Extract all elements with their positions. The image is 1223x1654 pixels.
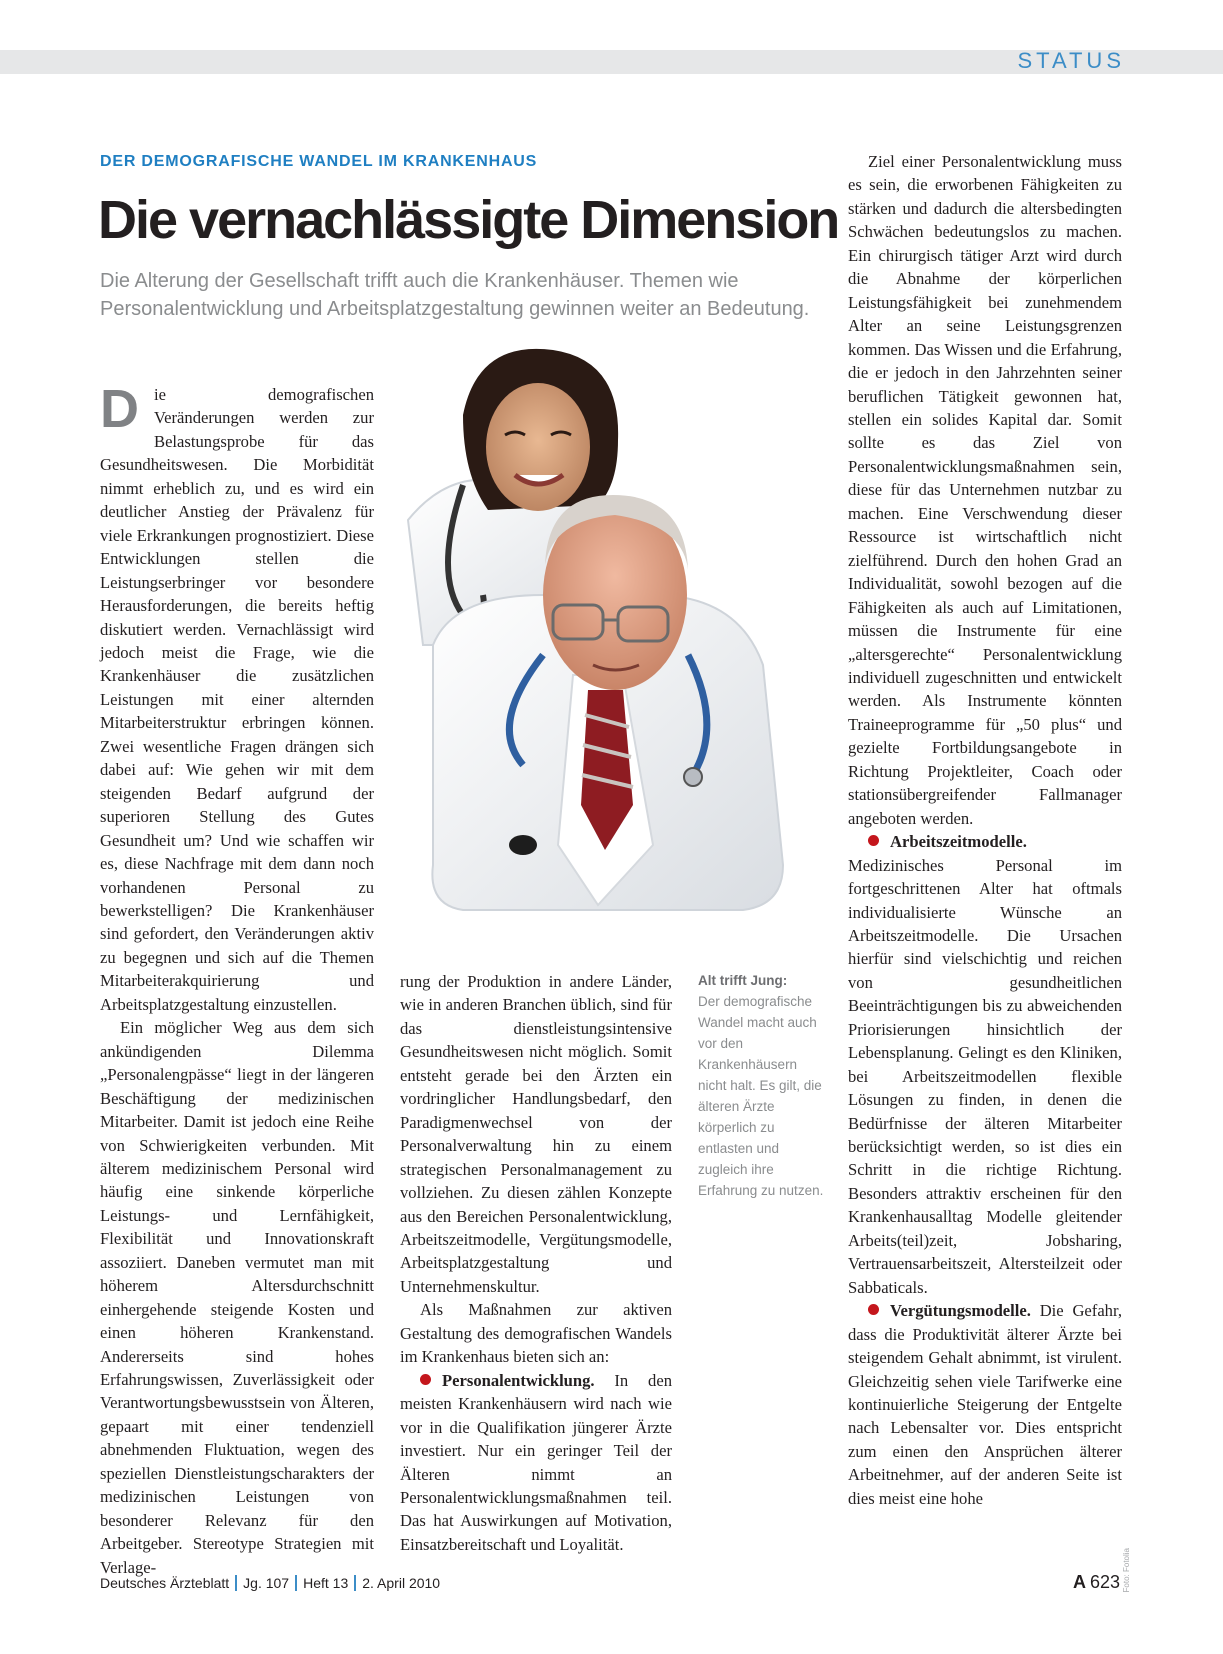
- bullet-arbeitszeitmodelle: Arbeitszeitmodelle. Medizinisches Personal im fortgeschrittenen Alter hat oftmals individualisierte Wünsche an Arbeitszeitmodelle. Die Ursachen hierfür sind vielschichtig und reichen von gesundheitlichen Beeinträchtigungen bis zu abweichenden Priorisierungen hinsichtlich der Lebensplanung. Gelingt es den Kliniken, bei Arbeitszeitmodellen flexible Lösungen zu finden, in denen die Bedürfnisse der älteren Mitarbeiter berücksichtigt werden, so ist dies ein Schritt in die richtige Richtung. Besonders attraktiv erscheinen für den Krankenhausalltag Modelle gleitender Arbeits(teil)zeit, Jobsharing, Vertrauensarbeitszeit, Altersteilzeit oder Sabbaticals.: [848, 832, 1122, 1297]
- footer-separator: [235, 1575, 237, 1591]
- issue: Heft 13: [303, 1575, 349, 1591]
- article-kicker: DER DEMOGRAFISCHE WANDEL IM KRANKENHAUS: [100, 153, 538, 170]
- photo-caption: [698, 970, 828, 1201]
- column2-paragraph2: Als Maßnahmen zur aktiven Gestaltung des demografischen Wandels im Krankenhaus bieten sich an:: [400, 1300, 672, 1367]
- caption-text: Der demografische Wandel macht auch vor den Krankenhäusern nicht halt. Es gilt, die älteren Ärzte körperlich zu entlasten und zugleich ihre Erfahrung zu nutzen.: [698, 994, 824, 1198]
- page-footer: [100, 1575, 440, 1591]
- doctors-photo: [393, 345, 811, 935]
- bullet-icon: [868, 1304, 879, 1315]
- bullet-icon: [420, 1374, 431, 1385]
- volume: Jg. 107: [243, 1575, 290, 1591]
- column2-paragraph1: rung der Produktion in andere Länder, wie in anderen Branchen üblich, sind für das dienstleistungsintensive Gesundheitswesen nicht möglich. Somit entsteht gerade bei den Ärzten ein vordringlicher Handlungsbedarf, den Paradigmenwechsel von der Personalverwaltung hin zu einem strategischen Personalmanagement zu vollziehen. Zu diesen zählen Konzepte aus den Bereichen Personalentwicklung, Arbeitszeitmodelle, Vergütungsmodelle, Arbeitsplatzgestaltung und Unternehmenskultur.: [400, 972, 672, 1296]
- footer-separator: [354, 1575, 356, 1591]
- woman-face: [486, 383, 590, 511]
- drop-cap: D: [100, 379, 139, 439]
- page-number: A 623: [1072, 1572, 1120, 1592]
- column1-paragraph1: ie demografischen Veränderungen werden zur Belastungsprobe für das Gesundheitswesen. Die Morbidität nimmt erheblich zu, und es wird ein deutlicher Anstieg der Prävalenz für viele Erkrankungen prognostiziert. Diese Entwicklungen stellen die Leistungserbringer vor besondere Herausforderungen, die bereits heftig diskutiert werden. Vernachlässigt wird jedoch meist die Frage, wie die Krankenhäuser die zusätzlichen Leistungen mit einer alternden Mitarbeiterstruktur erbringen können. Zwei wesentliche Fragen drängen sich dabei auf: Wie gehen wir mit dem steigenden Bedarf aufgrund der superioren Stellung des Gutes Gesundheit um? Und wie schaffen wir es, diese Nachfrage mit dem dann noch vorhandenen Personal zu bewerkstelligen? Die Krankenhäuser sind gefordert, den Veränderungen aktiv zu begegnen und sich auf die Themen Mitarbeiterakquirierung und Arbeitsplatzgestaltung einzustellen.: [100, 385, 374, 1014]
- bullet-icon: [868, 835, 879, 846]
- article-column-2: [400, 970, 672, 1556]
- column1-paragraph2: Ein möglicher Weg aus dem sich ankündigenden Dilemma „Personalengpässe“ liegt in der längeren Beschäftigung der medizinischen Mitarbeiter. Damit ist jedoch eine Reihe von Schwierigkeiten verbunden. Mit älterem medizinischem Personal wird häufig eine sinkende körperliche Leistungs- und Lernfähigkeit, Flexibilität und Innovationskraft assoziiert. Daneben vermutet man mit höherem Altersdurchschnitt einhergehende steigende Kosten und einen höheren Krankenstand. Andererseits sind hohes Erfahrungswissen, Zuverlässigkeit oder Verantwortungsbewusstsein von Älteren, gepaart mit einer tendenziell abnehmenden Fluktuation, wegen des speziellen Dienstleistungscharakters der medizinischen Leistungen von besonderer Relevanz für den Arbeitgeber. Stereotype Strategien mit Verlage-: [100, 1018, 374, 1577]
- bullet-verguetungsmodelle: Vergütungsmodelle. Die Gefahr, dass die Produktivität älterer Ärzte bei steigendem Gehalt abnimmt, ist virulent. Gleichzeitig sehen viele Tarifwerke eine kontinuierliche Steigerung der Entgelte nach Lebensalter vor. Dies entspricht zum einen den Ansprüchen älterer Arbeitnehmer, auf der anderen Seite ist dies meist eine hohe: [848, 1301, 1122, 1508]
- bullet-personalentwicklung: Personalentwicklung. In den meisten Krankenhäusern wird nach wie vor in die Qualifikation jüngerer Ärzte investiert. Nur ein geringer Teil der Älteren nimmt an Personalentwicklungsmaßnahmen teil. Das hat Auswirkungen auf Motivation, Einsatzbereitschaft und Loyalität.: [400, 1370, 672, 1554]
- column3-paragraph1: Ziel einer Personalentwicklung muss es sein, die erworbenen Fähigkeiten zu stärken und dadurch die altersbedingten Schwächen bedeutungslos zu machen. Ein chirurgisch tätiger Arzt wird durch die Abnahme der körperlichen Leistungsfähigkeit bei zunehmendem Alter an seine Leistungsgrenzen kommen. Das Wissen und die Erfahrung, die er jedoch in den Jahrzehnten seiner beruflichen Tätigkeit gewonnen hat, stellen ein solides Kapital dar. Somit sollte es das Ziel von Personalentwicklungsmaßnahmen sein, diese für das Unternehmen nutzbar zu machen. Eine Verschwendung dieser Ressource ist wirtschaftlich nicht zielführend. Durch den hohen Grad an Individualität, sowohl bezogen auf die Fähigkeiten als auch auf Limitationen, müssen die Instrumente für eine „altersgerechte“ Personalentwicklung individuell zugeschnitten und entwickelt werden. Als Instrumente könnten Traineeprogramme für „50 plus“ und gezielte Fortbildungsangebote in Richtung Projektleiter, Coach oder stationsübergreifender Fallmanager angeboten werden.: [848, 152, 1122, 828]
- article-lede: Die Alterung der Gesellschaft trifft auch die Krankenhäuser. Themen wie Personalentwicklung und Arbeitsplatzgestaltung gewinnen weiter an Bedeutung.: [100, 270, 810, 320]
- photo-credit: Foto: Fotolia: [1122, 1548, 1131, 1593]
- article-headline: Die vernachlässigte Dimension: [98, 190, 839, 250]
- article-column-1: [100, 379, 374, 1579]
- issue-date: 2. April 2010: [362, 1575, 441, 1591]
- section-label: STATUS: [1017, 48, 1125, 73]
- article-column-3: [848, 150, 1122, 1510]
- footer-separator: [295, 1575, 297, 1591]
- caption-title: Alt trifft Jung:: [698, 973, 788, 988]
- publication-name: Deutsches Ärzteblatt: [100, 1575, 230, 1591]
